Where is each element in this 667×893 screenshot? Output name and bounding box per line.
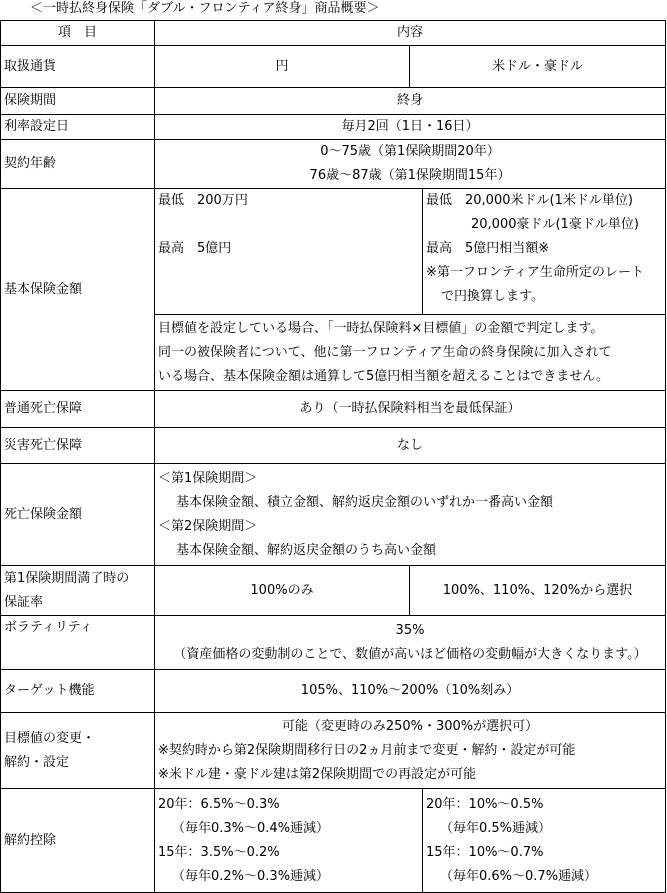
basic-note-3: いる場合、基本保険金額は通算して5億円相当額を超えることはできません。 — [158, 368, 610, 384]
surrender-yen-4: （毎年0.2%～0.3%逓減） — [172, 868, 330, 884]
volatility-note: （資産価格の変動制のことで、数値が高いほど価格の変動幅が大きくなります。） — [173, 646, 647, 662]
basic-notes — [155, 315, 666, 391]
surrender-label: 解約控除 — [1, 789, 155, 893]
surrender-fx-4: （毎年0.6%～0.7%逓減） — [440, 868, 598, 884]
death-value: あり（一時払保険料相当を最低保証） — [155, 391, 666, 428]
death-p2-body: 基本保険金額、解約返戻金額のうち高い金額 — [176, 542, 437, 558]
header-content: 内容 — [155, 21, 666, 46]
target-change-values — [155, 713, 666, 789]
target-change-line-1: 可能（変更時のみ250%・300%が選択可） — [281, 718, 539, 734]
target-change-line-3: ※米ドル建・豪ドル建は第2保険期間での再設定が可能 — [158, 766, 477, 782]
header-item: 項 目 — [1, 21, 155, 46]
surrender-foreign — [423, 789, 666, 893]
row-age — [1, 140, 666, 189]
row-target — [1, 670, 666, 713]
volatility-label: ボラティリティ — [1, 616, 155, 670]
age-line-2: 76歳～87歳（第1保険期間15年） — [309, 168, 511, 183]
target-change-label — [1, 713, 155, 789]
guarantee-label-2: 保証率 — [4, 594, 44, 610]
guarantee-label — [1, 566, 155, 616]
surrender-yen-3: 15年：3.5%～0.2% — [158, 844, 280, 860]
death-p1-head: ＜第1保険期間＞ — [158, 470, 258, 486]
surrender-fx-3: 15年：10%～0.7% — [426, 844, 544, 860]
row-death — [1, 391, 666, 428]
product-summary-table — [0, 20, 666, 893]
basic-yen-min: 最低 200万円 — [158, 193, 248, 208]
row-basic-amount — [1, 189, 666, 315]
row-period — [1, 88, 666, 115]
death-p2-head: ＜第2保険期間＞ — [158, 518, 258, 534]
target-value: 105%、110%～200%（10%刻み） — [155, 670, 666, 713]
basic-note-2: 同一の被保険者について、他に第一フロンティア生命の終身保険に加入されて — [158, 344, 612, 360]
row-guarantee — [1, 566, 666, 616]
surrender-yen — [155, 789, 423, 893]
row-death-amount — [1, 464, 666, 566]
row-volatility — [1, 616, 666, 670]
document-title: ＜一時払終身保険「ダブル・フロンティア終身」商品概要＞ — [30, 1, 380, 16]
basic-fx-note1: ※第一フロンティア生命所定のレート — [426, 265, 644, 280]
target-change-label-2: 解約・設定 — [4, 754, 70, 770]
volatility-values — [155, 616, 666, 670]
target-label: ターゲット機能 — [1, 670, 155, 713]
death-amount-label: 死亡保険金額 — [1, 464, 155, 566]
surrender-yen-1: 20年：6.5%～0.3% — [158, 796, 280, 812]
header-row — [1, 21, 666, 46]
row-rate-date — [1, 115, 666, 140]
currency-foreign: 米ドル・豪ドル — [410, 46, 666, 88]
row-currency — [1, 46, 666, 88]
basic-amount-foreign — [423, 189, 666, 315]
basic-amount-yen — [155, 189, 423, 315]
period-value: 終身 — [155, 88, 666, 115]
basic-fx-min2: 20,000豪ドル(1豪ドル単位) — [471, 217, 639, 232]
surrender-fx-2: （毎年0.5%逓減） — [440, 820, 552, 836]
surrender-fx-1: 20年：10%～0.5% — [426, 796, 544, 812]
age-values — [155, 140, 666, 189]
basic-yen-blank — [158, 213, 419, 237]
guarantee-yen: 100%のみ — [155, 566, 410, 616]
currency-yen: 円 — [155, 46, 410, 88]
target-change-label-1: 目標値の変更・ — [4, 730, 96, 746]
guarantee-label-1: 第1保険期間満了時の — [4, 570, 130, 586]
basic-amount-label: 基本保険金額 — [1, 189, 155, 391]
row-target-change — [1, 713, 666, 789]
age-label: 契約年齢 — [1, 140, 155, 189]
basic-note-1: 目標値を設定している場合、「一時払保険料×目標値」の金額で判定します。 — [158, 320, 604, 336]
guarantee-foreign: 100%、110%、120%から選択 — [410, 566, 666, 616]
basic-fx-min1: 最低 20,000米ドル(1米ドル単位) — [426, 193, 633, 208]
period-label: 保険期間 — [1, 88, 155, 115]
age-line-1: 0～75歳（第1保険期間20年） — [320, 144, 500, 159]
accident-value: なし — [155, 428, 666, 464]
basic-fx-max: 最高 5億円相当額※ — [426, 241, 550, 256]
target-change-line-2: ※契約時から第2保険期間移行日の2ヵ月前まで変更・解約・設定が可能 — [158, 742, 576, 758]
row-surrender — [1, 789, 666, 893]
death-label: 普通死亡保障 — [1, 391, 155, 428]
volatility-value: 35% — [395, 622, 425, 638]
basic-yen-max: 最高 5億円 — [158, 241, 232, 256]
surrender-yen-2: （毎年0.3%～0.4%逓減） — [172, 820, 330, 836]
row-accident — [1, 428, 666, 464]
rate-date-value: 毎月2回（1日・16日） — [155, 115, 666, 140]
accident-label: 災害死亡保障 — [1, 428, 155, 464]
rate-date-label: 利率設定日 — [1, 115, 155, 140]
basic-fx-note2: で円換算します。 — [441, 289, 544, 304]
death-p1-body: 基本保険金額、積立金額、解約返戻金額のいずれか一番高い金額 — [176, 494, 554, 510]
currency-label: 取扱通貨 — [1, 46, 155, 88]
death-amount-values — [155, 464, 666, 566]
